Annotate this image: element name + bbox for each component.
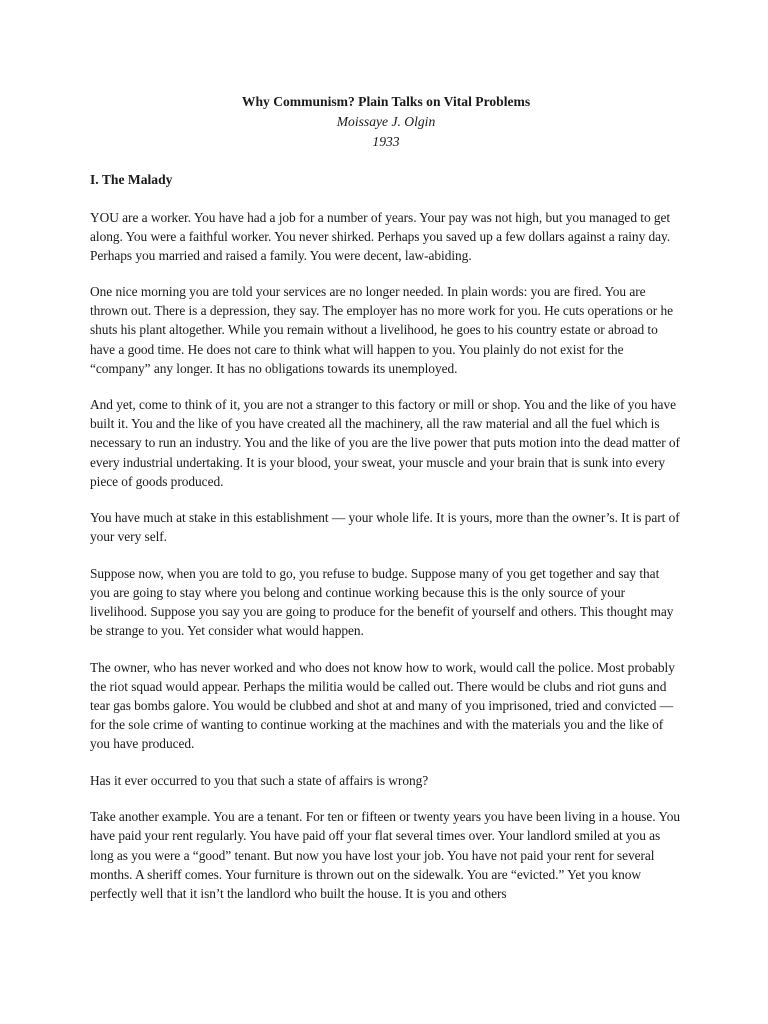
document-title: Why Communism? Plain Talks on Vital Problems bbox=[241, 94, 531, 109]
paragraph: You have much at stake in this establishment — your whole life. It is yours, more than the owner’s. It is part of your very self. bbox=[90, 510, 680, 545]
document-page bbox=[90, 92, 682, 903]
paragraph: And yet, come to think of it, you are not a stranger to this factory or mill or shop. You and the like of you have built it. You and the like of you have created all the machinery, all the raw material and all the fuel which is necessary to run an industry. You and the like of you are the live power that puts motion into the dead matter of every industrial undertaking. It is your blood, your sweat, your muscle and your brain that is sunk into every piece of goods produced. bbox=[90, 397, 680, 489]
document-year: 1933 bbox=[372, 134, 400, 149]
section-heading: I. The Malady bbox=[90, 172, 173, 187]
document-author: Moissaye J. Olgin bbox=[336, 114, 436, 129]
paragraph: One nice morning you are told your services are no longer needed. In plain words: you are fired. You are thrown out. There is a depression, they say. The employer has no more work for you. He cuts operations or he shuts his plant altogether. While you remain without a livelihood, he goes to his country estate or abroad to have a good time. He does not care to think what will happen to you. You plainly do not exist for the “company” any longer. It has no obligations towards its unemployed. bbox=[90, 284, 674, 376]
paragraph: Has it ever occurred to you that such a state of affairs is wrong? bbox=[90, 772, 429, 788]
document-body bbox=[90, 208, 682, 903]
paragraph: Suppose now, when you are told to go, you refuse to budge. Suppose many of you get together and say that you are going to stay where you belong and continue working because this is the only source of your livelihood. Suppose you say you are going to produce for the benefit of yourself and others. This thought may be strange to you. Yet consider what would happen. bbox=[90, 565, 674, 639]
paragraph: The owner, who has never worked and who does not know how to work, would call the police. Most probably the riot squad would appear. Perhaps the militia would be called out. There would be clubs and riot guns and tear gas bombs galore. You would be clubbed and shot at and many of you imprisoned, tried and convicted — for the sole crime of wanting to continue working at the machines and with the materials you and the like of you have produced. bbox=[90, 659, 675, 752]
document-header bbox=[90, 92, 682, 152]
paragraph: Take another example. You are a tenant. For ten or fifteen or twenty years you have been living in a house. You have paid your rent regularly. You have paid off your flat several times over. Your landlord smiled at you as long as you were a “good” tenant. But now you have lost your job. You have not paid your rent for several months. A sheriff comes. Your furniture is thrown out on the sidewalk. You are “evicted.” Yet you know perfectly well that it isn’t the landlord who built the house. It is you and others bbox=[90, 809, 680, 901]
paragraph: YOU are a worker. You have had a job for a number of years. Your pay was not high, but you managed to get along. You were a faithful worker. You never shirked. Perhaps you saved up a few dollars against a rainy day. Perhaps you married and raised a family. You were decent, law-abiding. bbox=[90, 209, 671, 263]
